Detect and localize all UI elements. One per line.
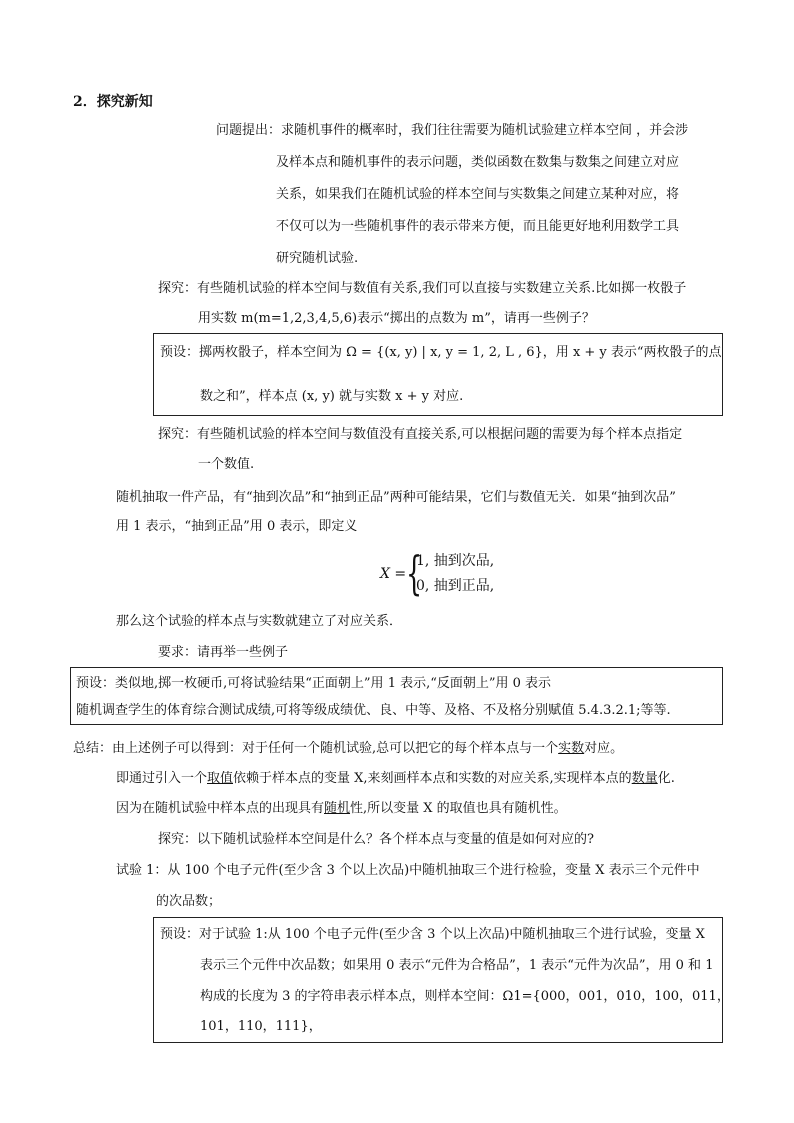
explore1-line-2: 用实数 m(m=1,2,3,4,5,6)表示“掷出的点数为 m”，请再一些例子？	[198, 311, 595, 326]
explore2-line-2: 一个数值.	[198, 457, 255, 472]
box3-line-2: 表示三个元件中次品数；如果用 0 表示“元件为合格品”，1 表示“元件为次品”，用 0 和 1	[200, 958, 714, 973]
formula-lhs: X =	[380, 566, 407, 582]
variable-part-2: 依赖于样本点的变量 X,来刻画样本点和实数的对应关系,实现样本点的	[233, 771, 632, 786]
preset-box-trial1	[153, 917, 730, 1043]
preset-box-dice	[153, 333, 723, 416]
box2-line-1: 预设：类似地,掷一枚硬币,可将试验结果“正面朝上”用 1 表示,“反面朝上”用 0 表示	[76, 676, 552, 691]
randomness-part-2: 性,所以变量 X 的取值也具有随机性。	[350, 801, 567, 816]
relation-text: 那么这个试验的样本点与实数就建立了对应关系．	[116, 614, 403, 629]
formula-brace: {	[406, 546, 423, 600]
question-line-5: 研究随机试验.	[276, 251, 359, 266]
trial1-line-1: 试验 1：从 100 个电子元件(至少含 3 个以上次品)中随机抽取三个进行检验，变量 X 表示三个元件中	[116, 863, 700, 878]
variable-part-1: 即通过引入一个	[116, 771, 208, 786]
summary-term: 实数	[558, 741, 585, 756]
summary-prefix: 总结：由上述例子可以得到：对于任何一个随机试验,总可以把它的每个样本点与一个	[73, 741, 559, 756]
question-line-4: 不仅可以为一些随机事件的表示带来方便，而且能更好地利用数学工具	[276, 219, 680, 234]
variable-line	[116, 771, 675, 787]
question-line-3: 关系，如果我们在随机试验的样本空间与实数集之间建立某种对应，将	[276, 187, 680, 202]
box1-line-1: 预设：掷两枚骰子，样本空间为 Ω = {(x, y) | x, y = 1, 2, L , 6}，用 x + y 表示“两枚骰子的点	[160, 345, 722, 360]
trial1-line-2: 的次品数；	[156, 894, 222, 909]
formula-case-1: 1, 抽到次品,	[416, 553, 495, 569]
box3-line-4: 101，110，111}，	[200, 1019, 322, 1034]
summary-line	[73, 741, 623, 757]
randomness-term: 随机	[324, 801, 351, 816]
box3-line-1: 预设：对于试验 1:从 100 个电子元件(至少含 3 个以上次品)中随机抽取三个进行试验，变量 X	[160, 927, 705, 942]
section-title: 2．探究新知	[73, 94, 153, 110]
box2-line-2: 随机调查学生的体育综合测试成绩,可将等级成绩优、良、中等、及格、不及格分别赋值 5.4.3.2.1;等等.	[76, 703, 671, 718]
randomness-part-1: 因为在随机试验中样本点的出现具有	[116, 801, 325, 816]
question-line-1: 问题提出：求随机事件的概率时，我们往往需要为随机试验建立样本空间 ，并会涉	[216, 123, 689, 138]
explore1-line-1: 探究：有些随机试验的样本空间与数值有关系,我们可以直接与实数建立关系.比如掷一枚骰子	[158, 281, 687, 296]
formula-case-2: 0, 抽到正品,	[416, 578, 495, 594]
question-line-2: 及样本点和随机事件的表示问题，类似函数在数集与数集之间建立对应	[276, 155, 680, 170]
preset-box-coin	[70, 667, 723, 725]
requirement-text: 要求：请再举一些例子	[158, 645, 289, 660]
product-line-2: 用 1 表示，“抽到正品”用 0 表示，即定义	[116, 519, 358, 534]
box3-line-3: 构成的长度为 3 的字符串表示样本点，则样本空间：Ω1={000，001，010，100，011，	[200, 989, 730, 1004]
variable-term-1: 取值	[207, 771, 234, 786]
variable-part-3: 化.	[657, 771, 675, 786]
explore2-line-1: 探究：有些随机试验的样本空间与数值没有直接关系,可以根据问题的需要为每个样本点指定	[158, 427, 683, 442]
product-line-1: 随机抽取一件产品，有“抽到次品”和“抽到正品”两种可能结果，它们与数值无关．如果“抽到次品”	[116, 490, 676, 505]
variable-term-2: 数量	[631, 771, 658, 786]
randomness-line	[116, 801, 567, 817]
summary-suffix: 对应。	[584, 741, 624, 756]
box1-line-2: 数之和”，样本点 (x, y) 就与实数 x + y 对应.	[200, 389, 464, 404]
explore3-text: 探究：以下随机试验样本空间是什么？各个样本点与变量的值是如何对应的?	[158, 832, 594, 847]
